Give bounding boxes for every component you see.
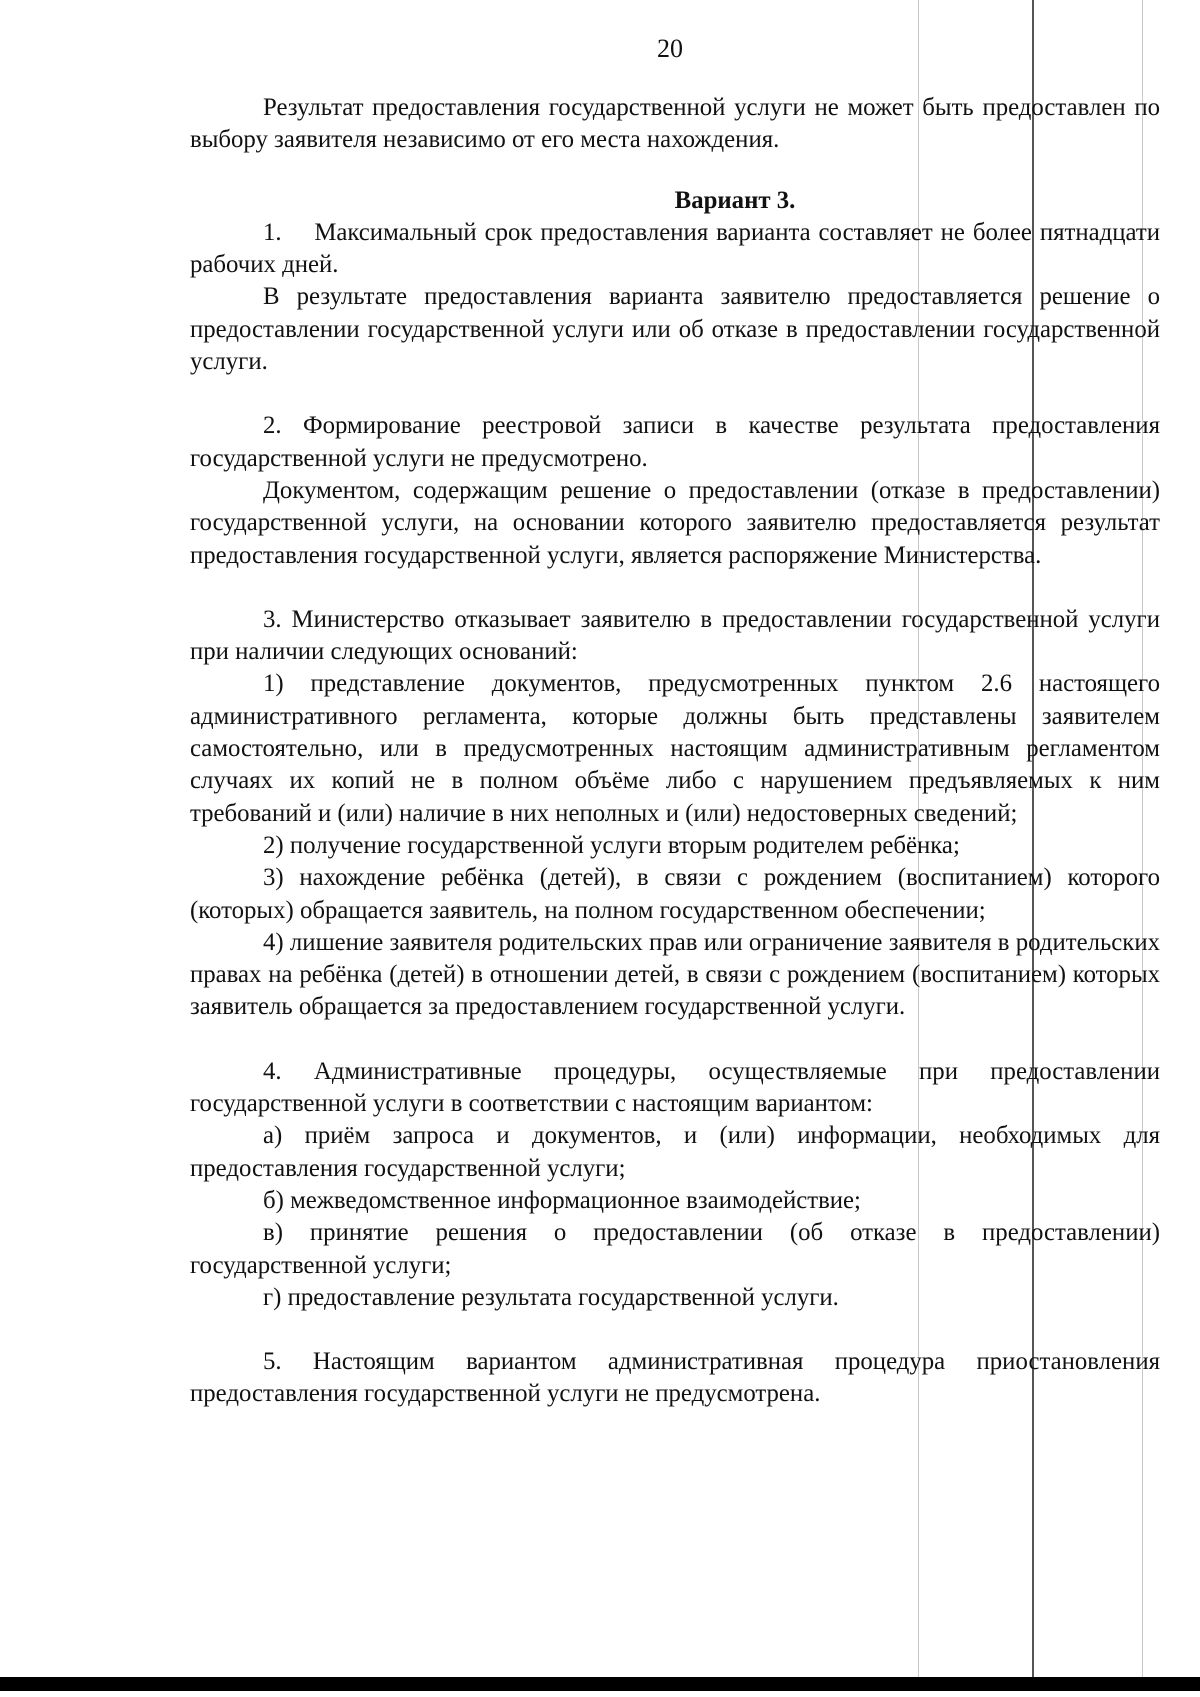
paragraph: 5. Настоящим вариантом административная процедура приостановления предоставления государственной услуги не предусмотрена. bbox=[190, 1348, 1160, 1408]
list-item: 1) представление документов, предусмотренных пунктом 2.6 настоящего административного регламента, которые должны быть представлены заявителем самостоятельно, или в предусмотренных настоящим административным регламентом случаях их копий не в полном объёме либо с нарушением предъявляемых к ним требований и (или) наличие в них неполных и (или) недостоверных сведений; bbox=[190, 670, 1160, 827]
paragraph: 2. Формирование реестровой записи в качестве результата предоставления государственной услуги не предусмотрено. bbox=[190, 412, 1160, 472]
scan-bottom-edge bbox=[0, 1677, 1200, 1691]
paragraph: Результат предоставления государственной услуги не может быть предоставлен по выбору заявителя независимо от его места нахождения. bbox=[190, 94, 1160, 154]
list-item: а) приём запроса и документов, и (или) информации, необходимых для предоставления государственной услуги; bbox=[190, 1122, 1160, 1182]
page-number: 20 bbox=[657, 34, 683, 63]
paragraph: 4. Административные процедуры, осуществляемые при предоставлении государственной услуги в соответствии с настоящим вариантом: bbox=[190, 1057, 1160, 1118]
list-item: 4) лишение заявителя родительских прав или ограничение заявителя в родительских правах на ребёнка (детей) в отношении детей, в связи с рождением (воспитанием) которых заявитель обращается за предоставлением государственной услуги. bbox=[190, 928, 1160, 1021]
list-item: в) принятие решения о предоставлении (об отказе в предоставлении) государственной услуги; bbox=[190, 1219, 1160, 1279]
section-heading: Вариант 3. bbox=[674, 186, 796, 214]
paragraph: Документом, содержащим решение о предоставлении (отказе в предоставлении) государственной услуги, на основании которого заявителю предоставляется результат предоставления государственной услуги, является распоряжение Министерства. bbox=[190, 476, 1160, 569]
paragraph: 3. Министерство отказывает заявителю в предоставлении государственной услуги при наличии следующих оснований: bbox=[190, 605, 1160, 666]
list-item: 3) нахождение ребёнка (детей), в связи с рождением (воспитанием) которого (которых) обращается заявитель, на полном государственном обеспечении; bbox=[190, 864, 1160, 924]
list-item: б) межведомственное информационное взаимодействие; bbox=[263, 1186, 861, 1214]
list-item: 2) получение государственной услуги вторым родителем ребёнка; bbox=[263, 831, 960, 859]
list-item: г) предоставление результата государственной услуги. bbox=[263, 1283, 839, 1311]
paragraph: 1. Максимальный срок предоставления варианта составляет не более пятнадцати рабочих дней. bbox=[190, 218, 1160, 279]
paragraph: В результате предоставления варианта заявителю предоставляется решение о предоставлении государственной услуги или об отказе в предоставлении государственной услуги. bbox=[190, 283, 1160, 376]
document-body bbox=[190, 92, 1160, 1411]
